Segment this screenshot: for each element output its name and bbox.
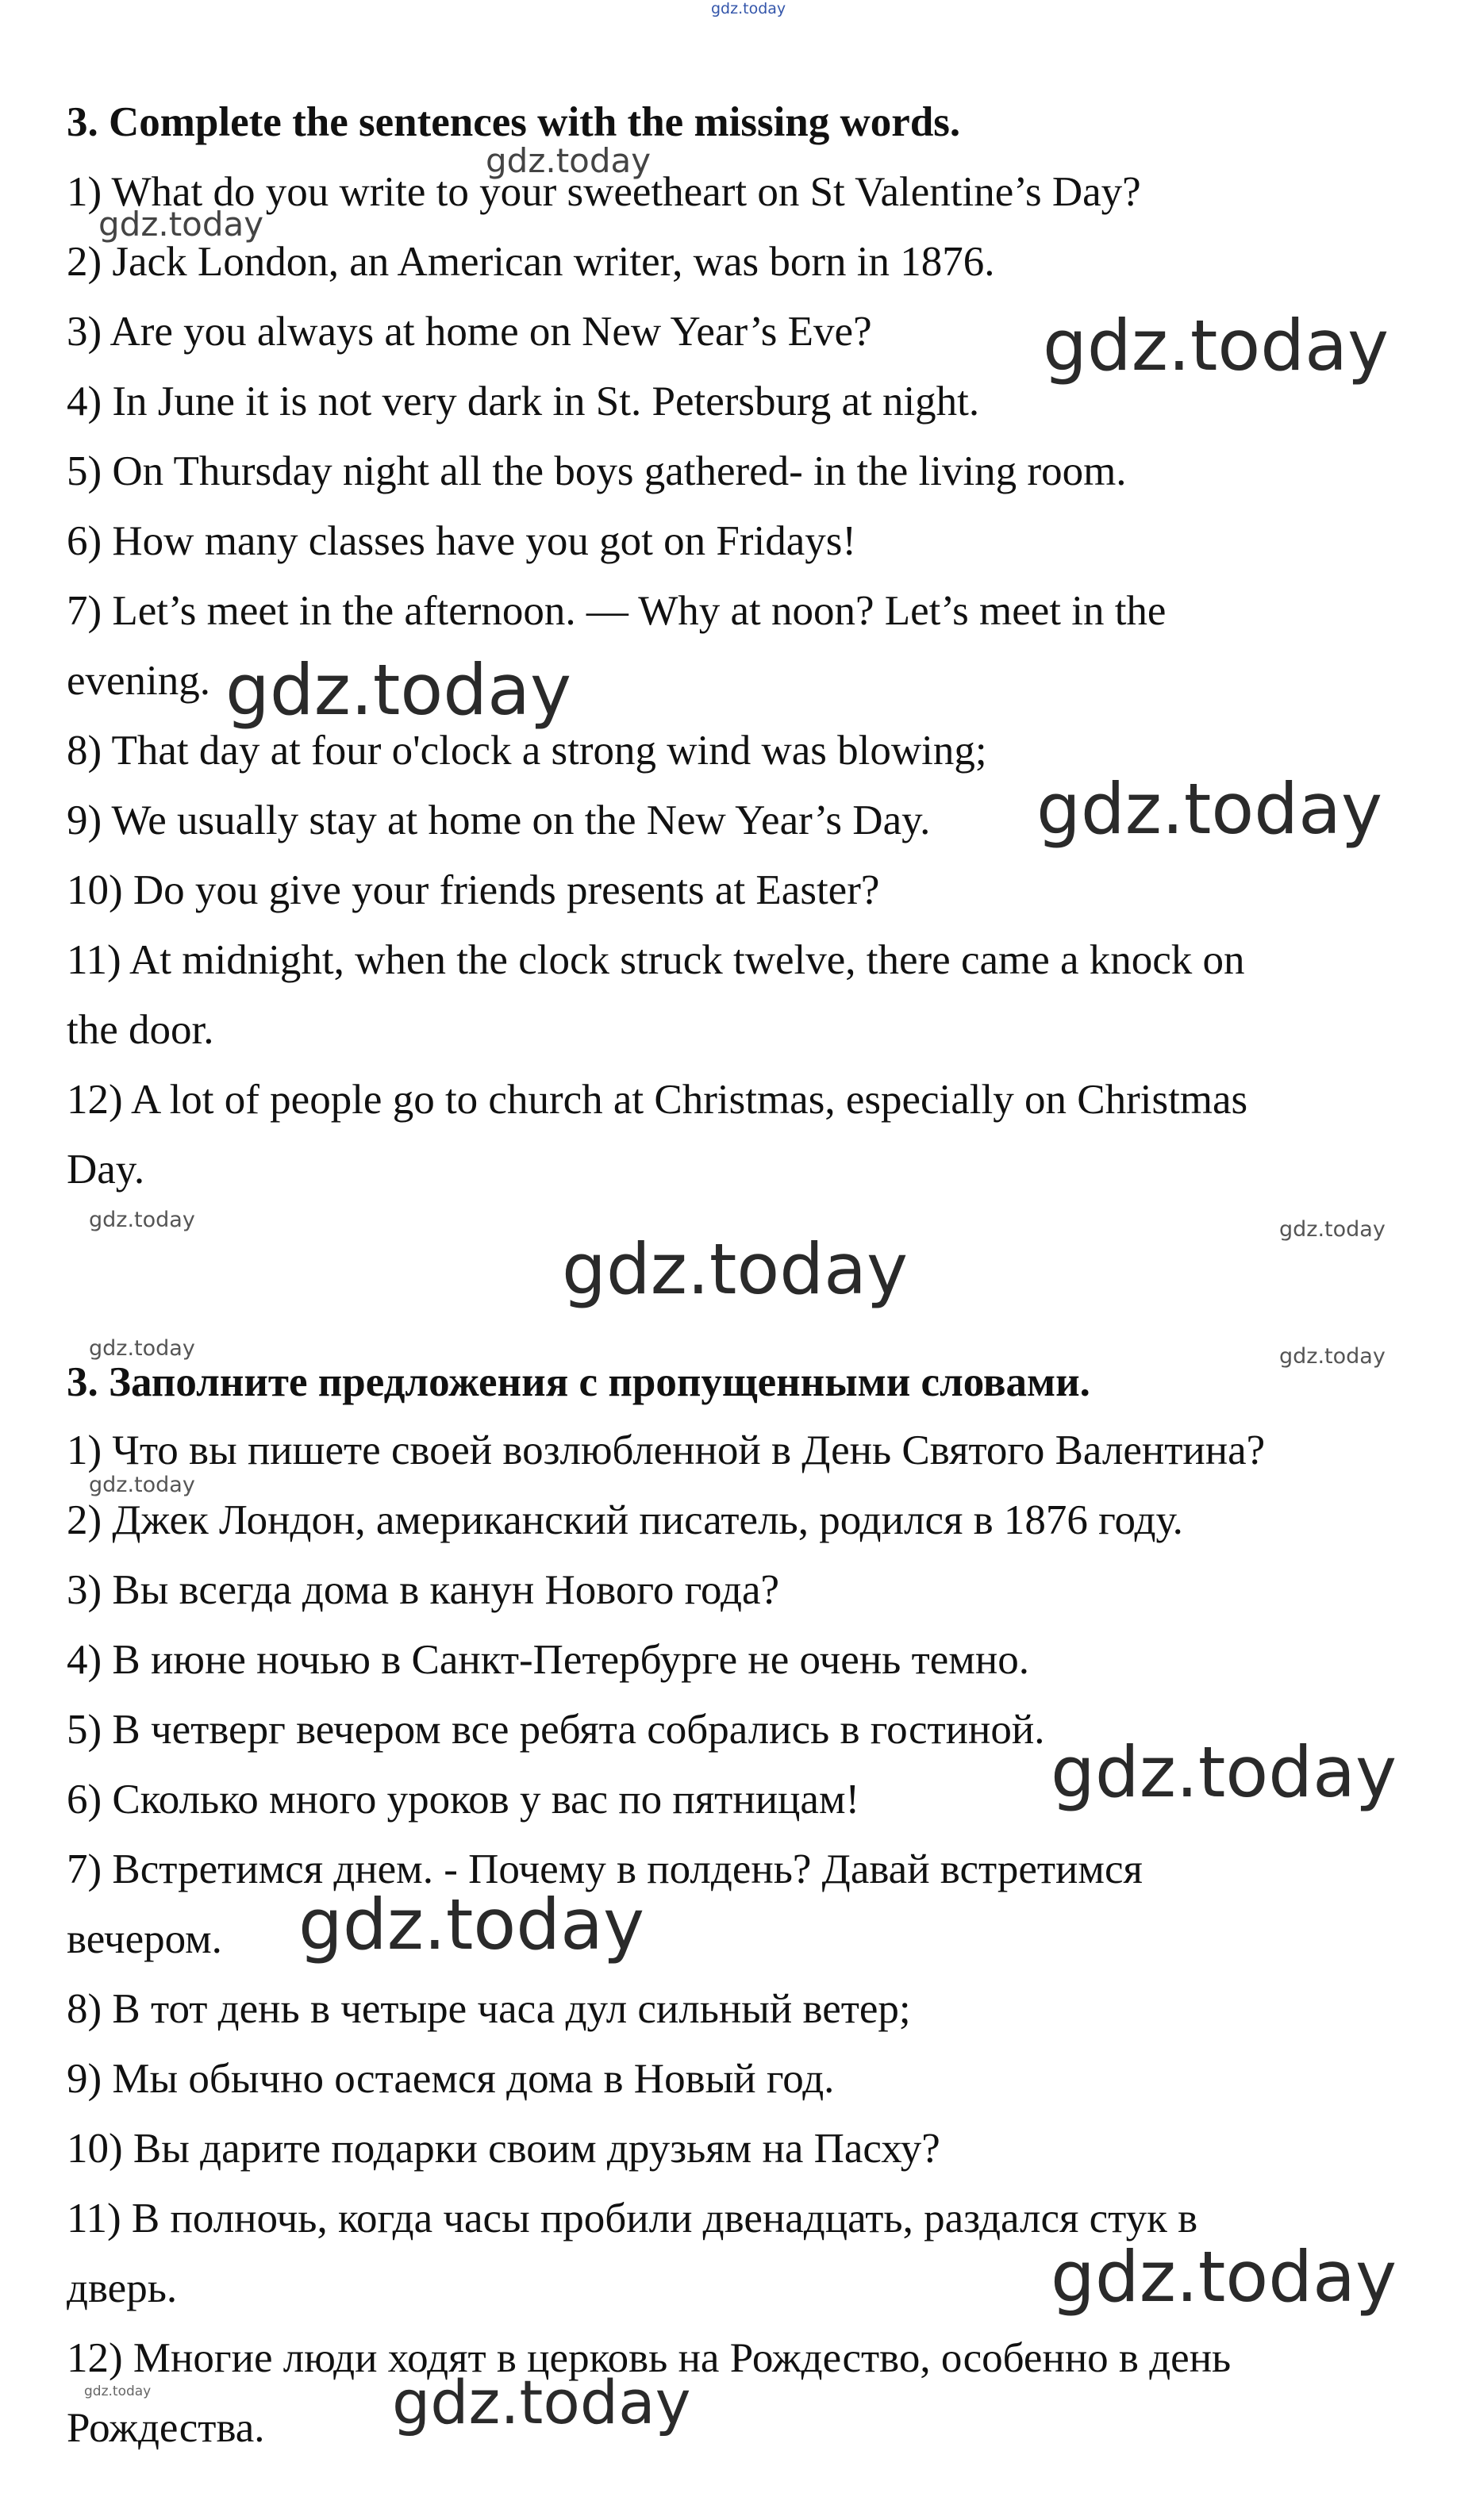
watermark: gdz.today: [1051, 2236, 1397, 2318]
english-line: 1) What do you write to your sweetheart on St Valentine’s Day?: [67, 169, 1141, 215]
russian-line: 5) В четверг вечером все ребята собрались в гостиной.: [67, 1707, 1045, 1753]
watermark: gdz.today: [486, 141, 652, 180]
russian-line: 2) Джек Лондон, американский писатель, родился в 1876 году.: [67, 1497, 1183, 1543]
watermark: gdz.today: [1036, 768, 1383, 850]
watermark: gdz.today: [1279, 1344, 1386, 1369]
watermark: gdz.today: [298, 1884, 645, 1965]
russian-line: 9) Мы обычно остаемся дома в Новый год.: [67, 2056, 835, 2102]
russian-line: 10) Вы дарите подарки своим друзьям на Пасху?: [67, 2126, 940, 2172]
english-line: 3) Are you always at home on New Year’s Eve?: [67, 309, 872, 355]
english-line: 10) Do you give your friends presents at Easter?: [67, 867, 880, 913]
watermark: gdz.today: [392, 2367, 691, 2437]
russian-line: 6) Сколько много уроков у вас по пятницам!: [67, 1777, 860, 1823]
watermark: gdz.today: [1279, 1217, 1386, 1242]
russian-line: вечером.: [67, 1916, 222, 1962]
english-line: Day.: [67, 1147, 145, 1193]
english-line: the door.: [67, 1007, 214, 1053]
english-line: 12) A lot of people go to church at Christmas, especially on Christmas: [67, 1077, 1248, 1123]
watermark: gdz.today: [1043, 305, 1390, 386]
watermark: gdz.today: [1051, 1731, 1397, 1813]
russian-line: дверь.: [67, 2265, 178, 2311]
watermark: gdz.today: [89, 1473, 195, 1497]
watermark: gdz.today: [562, 1228, 909, 1310]
english-line: 6) How many classes have you got on Fridays!: [67, 518, 857, 564]
russian-line: 4) В июне ночью в Санкт-Петербурге не очень темно.: [67, 1637, 1029, 1683]
russian-line: 3) Вы всегда дома в канун Нового года?: [67, 1567, 779, 1613]
russian-line: 11) В полночь, когда часы пробили двенадцать, раздался стук в: [67, 2195, 1198, 2241]
english-line: 7) Let’s meet in the afternoon. — Why at noon? Let’s meet in the: [67, 588, 1167, 634]
russian-title: 3. Заполните предложения с пропущенными словами.: [67, 1359, 1090, 1405]
russian-line: 12) Многие люди ходят в церковь на Рождество, особенно в день: [67, 2335, 1232, 2381]
english-line: evening.: [67, 658, 211, 704]
watermark: gdz.today: [84, 2384, 152, 2399]
watermark: gdz.today: [89, 1336, 195, 1361]
watermark-top: gdz.today: [711, 0, 786, 17]
english-line: 5) On Thursday night all the boys gathered- in the living room.: [67, 448, 1127, 494]
english-line: 2) Jack London, an American writer, was born in 1876.: [67, 239, 995, 285]
english-line: 9) We usually stay at home on the New Year’s Day.: [67, 797, 931, 843]
english-line: 8) That day at four o'clock a strong wind was blowing;: [67, 728, 987, 774]
watermark: gdz.today: [98, 205, 264, 244]
watermark: gdz.today: [89, 1208, 195, 1232]
russian-line: 1) Что вы пишете своей возлюбленной в День Святого Валентина?: [67, 1427, 1266, 1473]
english-line: 11) At midnight, when the clock struck twelve, there came a knock on: [67, 937, 1245, 983]
russian-line: 7) Встретимся днем. - Почему в полдень? Давай встретимся: [67, 1846, 1143, 1892]
russian-line: 8) В тот день в четыре часа дул сильный ветер;: [67, 1986, 911, 2032]
watermark: gdz.today: [225, 649, 572, 731]
russian-line: Рождества.: [67, 2405, 265, 2451]
english-title: 3. Complete the sentences with the missing words.: [67, 99, 961, 145]
english-line: 4) In June it is not very dark in St. Petersburg at night.: [67, 378, 980, 424]
